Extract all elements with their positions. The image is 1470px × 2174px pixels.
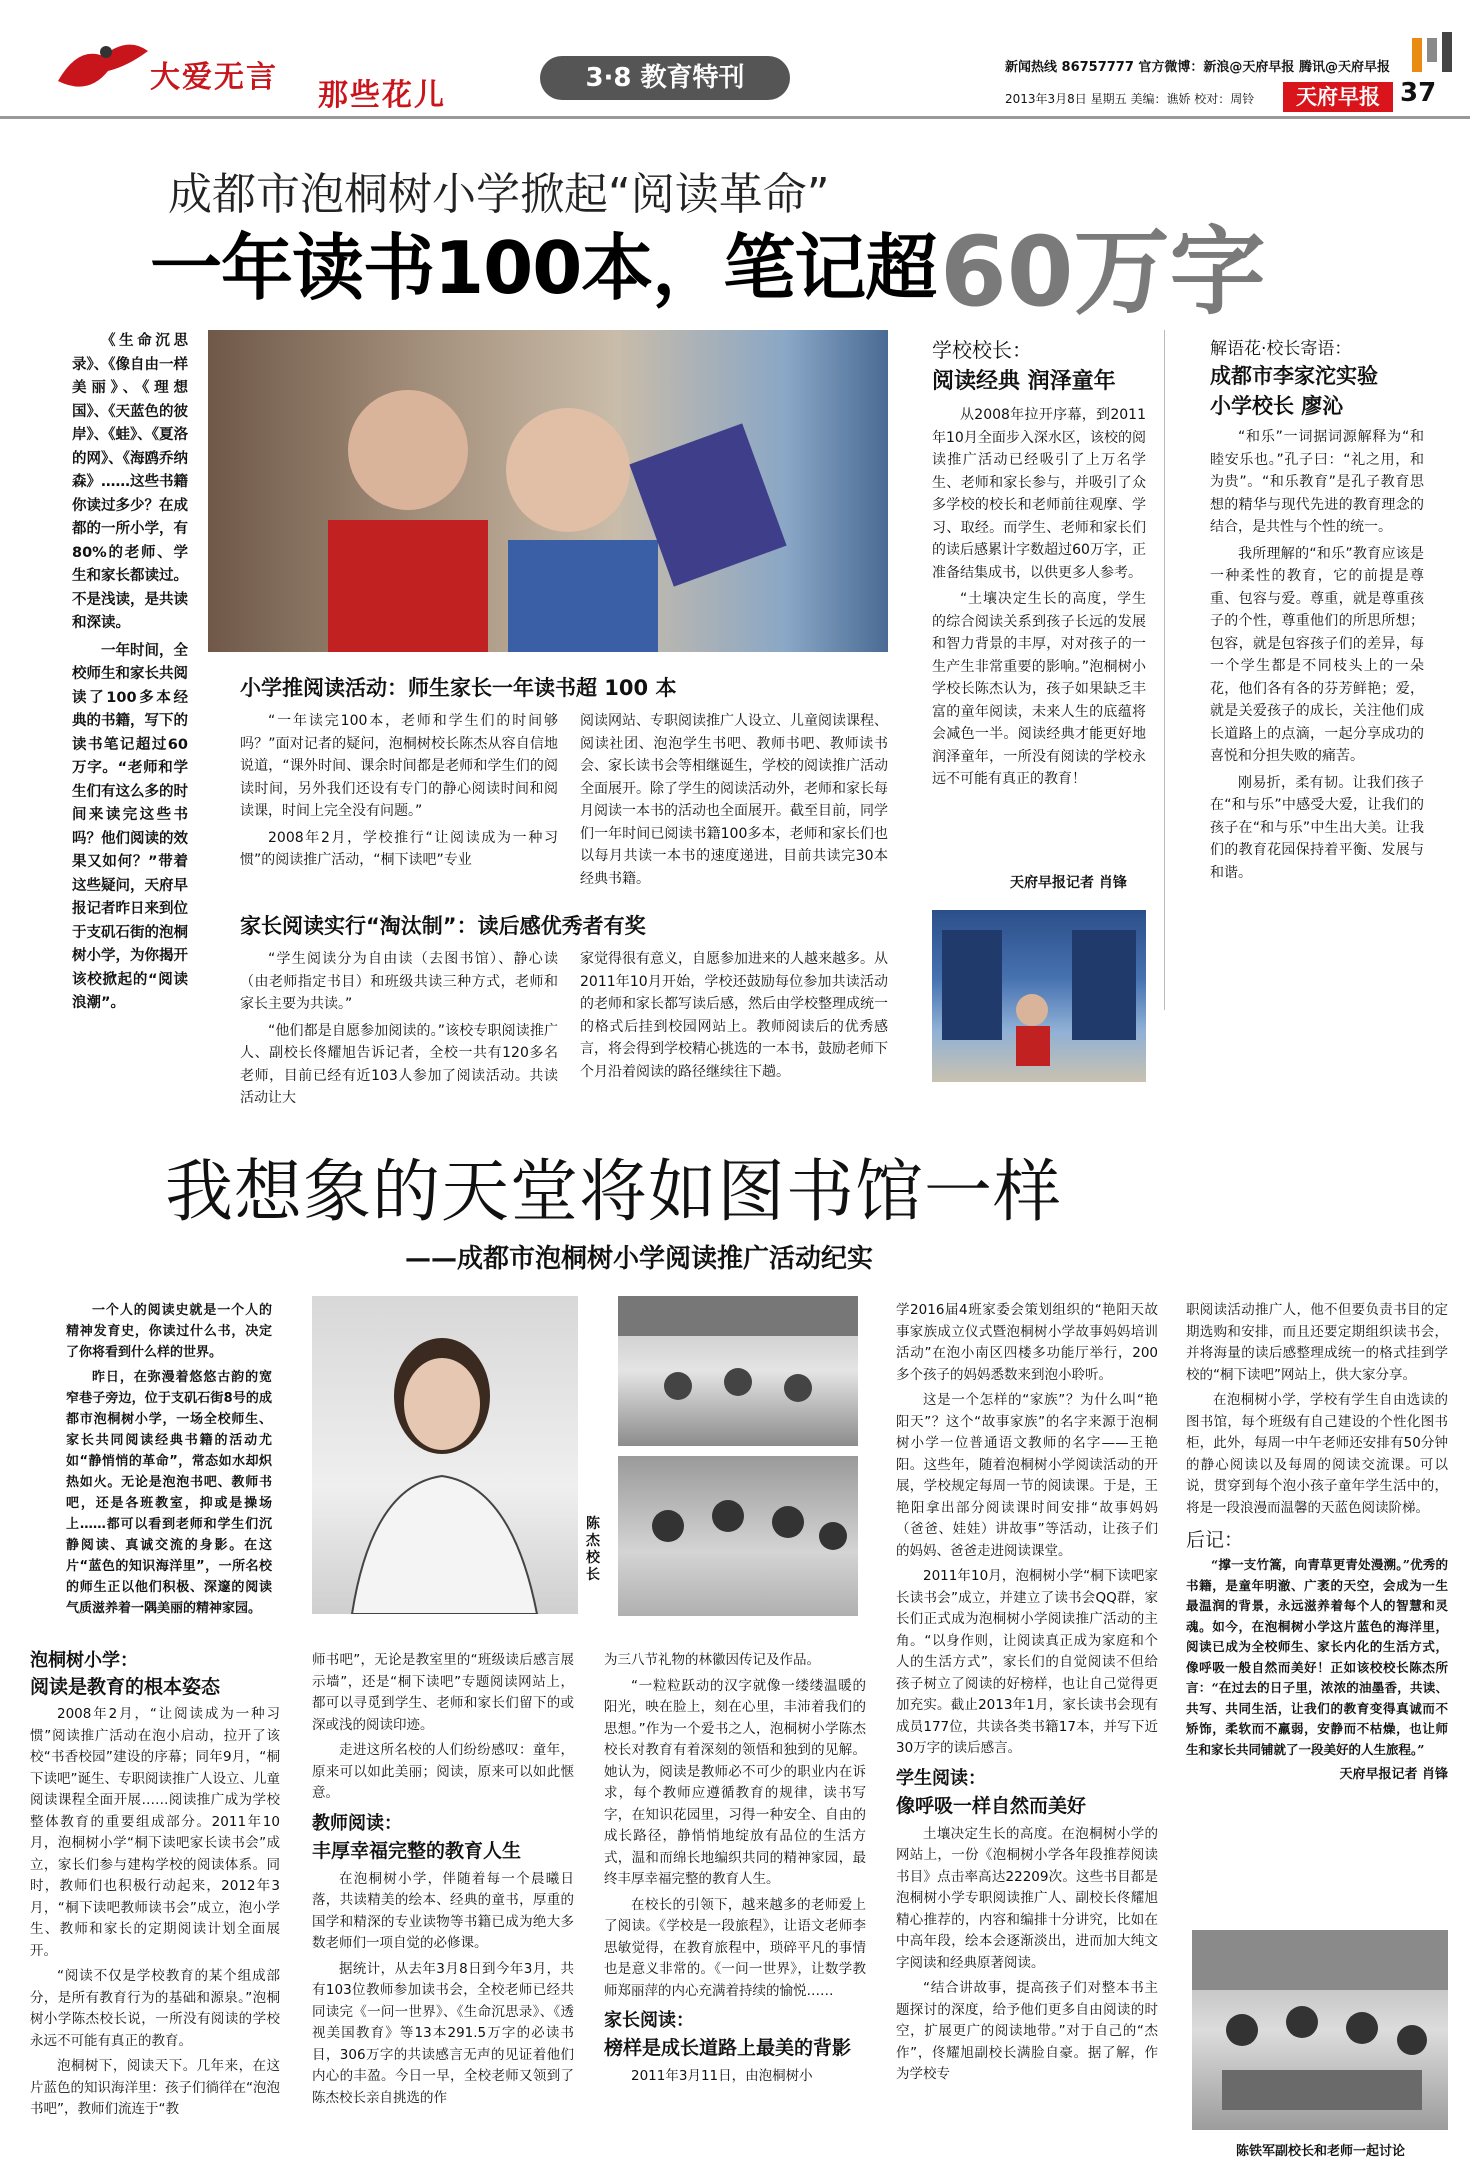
feature-paragraph: 在泡桐树小学，学校有学生自由选读的图书馆，每个班级有自己建设的个性化图书柜，此外，每周一中午老师还安排有50分钟的静心阅读以及每周的阅读交流课。可以说，贯穿到每个泡小孩子童年学生活中的，将是一段浪漫而温馨的天蓝色阅读阶梯。 xyxy=(1186,1392,1448,1516)
kicker: 成都市泡桐树小学掀起“阅读革命” xyxy=(168,169,830,220)
headline-main: 一年读书100本，笔记超 xyxy=(150,226,937,310)
feature-paragraph: 据统计，从去年3月8日到今年3月，共有103位教师参加读书会，全校老师已经共同读完《一问一世界》、《生命沉思录》、《透视美国教育》等13本291.5万字的必读书目，306万字的共读感言无声的见证着他们内心的丰盈。今日一早，全校老师又领到了陈杰校长亲自挑选的作 xyxy=(312,1960,574,2106)
banner-title-2: 那些花儿 xyxy=(318,78,446,113)
section2-paragraph: “学生阅读分为自由读（去图书馆）、静心读（由老师指定书目）和班级共读三种方式，老师和家长主要为共读。” xyxy=(240,951,558,1012)
photo-library-icon xyxy=(932,910,1146,1082)
feature-col5 xyxy=(1186,1300,1448,1786)
library-photo xyxy=(932,910,1146,1082)
block1-heading-1: 泡桐树小学： xyxy=(30,1650,138,1671)
feature-paragraph: “结合讲故事，提高孩子们对整本书主题探讨的深度，给予他们更多自由阅读的时空，扩展更广的阅读地带。”对于自己的“杰作”，佟耀旭副校长满脸自豪。据了解，作为学校专 xyxy=(896,1980,1158,2082)
block2-heading-1: 教师阅读： xyxy=(312,1812,402,1834)
page-number: 37 xyxy=(1400,78,1437,108)
principal-portrait-photo xyxy=(312,1296,578,1614)
feature-title: 我想象的天堂将如图书馆一样 xyxy=(165,1153,1063,1232)
feature-paragraph: 泡桐树下，阅读天下。几年来，在这片蓝色的知识海洋里：孩子们徜徉在“泡泡书吧”，教师们流连于“教 xyxy=(30,2058,280,2117)
feature-lead xyxy=(66,1300,272,1623)
sidebar-paragraph: 我所理解的“和乐”教育应该是一种柔性的教育，它的前提是尊重、包容与爱。尊重，就是尊重孩子的个性，尊重他们的所思所想；包容，就是包容孩子们的差异，每一个学生都是不同枝头上的一朵花，他们各有各的芬芳鲜艳；爱，就是关爱孩子的成长，关注他们成长道路上的点滴，一起分享成功的喜悦和分担失败的痛苦。 xyxy=(1210,545,1424,764)
section1-paragraph: 阅读网站、专职阅读推广人设立、儿童阅读课程、阅读社团、泡泡学生书吧、教师书吧、教师读书会、家长读书会等相继诞生，学校的阅读推广活动全面展开。除了学生的阅读活动外，老师和家长每月阅读一本书的活动也全面展开。截至目前，同学们一年时间已阅读书籍100多本，老师和家长们也以每月共读一本书的速度递进，目前共读完30本经典书籍。 xyxy=(580,713,888,887)
m-logo-icon xyxy=(1410,30,1454,74)
feature-col3 xyxy=(604,1650,866,2092)
block3-heading-2: 榜样是成长道路上最美的背影 xyxy=(604,2037,852,2059)
photo-students-icon xyxy=(618,1296,858,1446)
principal-column xyxy=(932,404,1146,795)
banner-title-1: 大爱无言 xyxy=(150,60,278,95)
sidebar-label: 解语花·校长寄语： xyxy=(1210,339,1352,359)
section2-col2 xyxy=(580,948,888,1087)
feature-subtitle: ——成都市泡桐树小学阅读推广活动纪实 xyxy=(405,1244,874,1274)
intro-paragraph: 一年时间，全校师生和家长共阅读了100多本经典的书籍，写下的读书笔记超过60万字。“老师和学生们有这么多的时间来读完这些书吗？他们阅读的效果又如何？”带着这些疑问，天府早报记者昨日来到位于支矶石街的泡桐树小学，为你揭开该校掀起的“阅读浪潮”。 xyxy=(72,642,188,1011)
discussion-photo xyxy=(1192,1930,1448,2130)
block4-heading-2: 像呼吸一样自然而美好 xyxy=(896,1794,1087,1817)
block4-heading-1: 学生阅读： xyxy=(896,1767,986,1789)
section1-col2 xyxy=(580,710,888,894)
principal-heading-2: 阅读经典 润泽童年 xyxy=(932,369,1116,394)
principal-paragraph: 从2008年拉开序幕，到2011年10月全面步入深水区，该校的阅读推广活动已经吸引了上万名学生、老师和家长参与，并吸引了众多学校的校长和老师前往观摩、学习、取经。而学生、老师和家长们的读后感累计字数超过60万字，正准备结集成书，以供更多人参考。 xyxy=(932,407,1146,581)
section2-paragraph: 家觉得很有意义，自愿参加进来的人越来越多。从2011年10月开始，学校还鼓励每位参加共读活动的老师和家长都写读后感，然后由学校整理成统一的格式后挂到校园网站上。教师阅读后的优秀感言，将会得到学校精心挑选的一本书，鼓励老师下个月沿着阅读的路径继续往下趟。 xyxy=(580,951,888,1080)
feature-paragraph: 师书吧”，无论是教室里的“班级读后感言展示墙”，还是“桐下读吧”专题阅读网站上，都可以寻觅到学生、老师和家长们留下的或深或浅的阅读印迹。 xyxy=(312,1652,574,1733)
principal-byline: 天府早报记者 肖锋 xyxy=(1010,875,1127,891)
sidebar-paragraph: “和乐”一词据词源解释为“和睦安乐也。”孔子曰：“礼之用，和为贵”。“和乐教育”是孔子教育思想的精华与现代先进的教育理念的结合，是共性与个性的统一。 xyxy=(1210,429,1424,535)
feature-paragraph: 2011年3月11日，由泡桐树小 xyxy=(631,2068,813,2084)
photo-children-icon xyxy=(208,330,888,652)
feature-paragraph: 走进这所名校的人们纷纷感叹：童年，原来可以如此美丽；阅读，原来可以如此惬意。 xyxy=(312,1742,574,1801)
feature-paragraph: 这是一个怎样的“家族”？为什么叫“艳阳天”？这个“故事家族”的名字来源于泡桐树小学一位普通语文教师的名字——王艳阳。这些年，随着泡桐树小学阅读活动的开展，学校规定每周一节的阅读课。于是，王艳阳拿出部分阅读课时间安排“故事妈妈（爸爸、娃娃）讲故事”等活动，让孩子们的妈妈、爸爸走进阅读课堂。 xyxy=(896,1392,1158,1559)
feature-paragraph: 在校长的引领下，越来越多的老师爱上了阅读。《学校是一段旅程》，让语文老师李思敏觉得，在教育旅程中，琐碎平凡的事情也是意义非常的。《一问一世界》，让数学教师郑丽萍的内心充满着持续的愉悦…… xyxy=(604,1896,866,1999)
section1-paragraph: 2008年2月，学校推行“让阅读成为一种习惯”的阅读推广活动，“桐下读吧”专业 xyxy=(240,829,558,868)
feature-paragraph: 职阅读活动推广人，他不但要负责书目的定期选购和安排，而且还要定期组织读书会，并将海量的读后感整理成统一的格式挂到学校的“桐下读吧”网站上，供大家分享。 xyxy=(1186,1302,1448,1383)
feature-paragraph: 2011年10月，泡桐树小学“桐下读吧家长读书会”成立，并建立了读书会QQ群，家长们正式成为泡桐树小学阅读推广活动的主角。“以身作则，让阅读真正成为家庭和个人的生活方式”，家长们的自觉阅读不但给孩子树立了阅读的好榜样，也让自己觉得更加充实。截止2013年1月，家长读书会现有成员177位，共读各类书籍17本，并写下近30万字的读后感言。 xyxy=(896,1568,1158,1756)
lead-paragraph: 一个人的阅读史就是一个人的精神发育史，你读过什么书，决定了你将看到什么样的世界。 xyxy=(66,1303,272,1360)
sidebar-column xyxy=(1210,426,1424,888)
portrait-caption xyxy=(586,1516,602,1584)
feature-paragraph: 土壤决定生长的高度。在泡桐树小学的网站上，一份《泡桐树小学各年段推荐阅读书目》点击率高达22209次。这些书目都是泡桐树小学专职阅读推广人、副校长佟耀旭精心推荐的，内容和编排十分讲究，比如在中高年段，绘本会逐渐淡出，进而加大纯文字阅读和经典原著阅读。 xyxy=(896,1825,1158,1971)
sidebar-title-1: 成都市李家沱实验 xyxy=(1210,364,1378,388)
headline-big: 60万字 xyxy=(940,216,1266,328)
header-rule xyxy=(0,116,1470,119)
afterword-byline: 天府早报记者 肖锋 xyxy=(1339,1767,1448,1782)
page-header xyxy=(0,0,1470,112)
sidebar-title-2: 小学校长 廖沁 xyxy=(1210,394,1344,418)
sidebar-paragraph: 刚易折，柔有韧。让我们孩子在“和与乐”中感受大爱，让我们的孩子在“和与乐”中生出大美。让我们的教育花园保持着平衡、发展与和谐。 xyxy=(1210,774,1424,881)
classroom-photo-1 xyxy=(618,1296,858,1446)
portrait-person-icon xyxy=(312,1296,578,1614)
afterword-label: 后记： xyxy=(1186,1529,1244,1551)
feature-paragraph: “一粒粒跃动的汉字就像一缕缕温暖的阳光，映在脸上，刻在心里，丰沛着我们的思想。”作为一个爱书之人，泡桐树小学陈杰校长对教育有着深刻的领悟和独到的见解。她认为，阅读是教师必不可少的职业内在诉求，每个教师应遵循教育的规律，读书写字，在知识花园里，习得一种安全、自由的成长路径，静悄悄地绽放有品位的生活方式，温和而绵长地编织共同的精神家园，最终丰厚幸福完整的教育人生。 xyxy=(604,1677,866,1887)
afterword-text: “撑一支竹篙，向青草更青处漫溯。”优秀的书籍，是童年明澈、广袤的天空，会成为一生最温润的背景，永远滋养着每个人的智慧和灵魂。如今，在泡桐树小学这片蓝色的海洋里，阅读已成为全校师生、家长内化的生活方式，像呼吸一般自然而美好！正如该校校长陈杰所言：“在过去的日子里，浓浓的油墨香，共读、共写、共同生活，让我们的教育变得真诚而不矫饰，柔软而不羸弱，安静而不枯燥，也让师生和家长共同铺就了一段美好的人生旅程。” xyxy=(1186,1557,1448,1757)
lead-paragraph: 昨日，在弥漫着悠悠古韵的宽窄巷子旁边，位于支矶石街8号的成都市泡桐树小学，一场全校师生、家长共同阅读经典书籍的活动尤如“静悄悄的革命”，常态如水却炽热如火。无论是泡泡书吧、教师书吧，还是各班教室，抑或是操场上……都可以看到老师和学生们沉静阅读、真诚交流的身影。在这片“蓝色的知识海洋里”，一所名校的师生正以他们积极、深邃的阅读气质滋养着一隅美丽的精神家园。 xyxy=(66,1370,272,1616)
section2-col1 xyxy=(240,948,558,1114)
feature-paragraph: “阅读不仅是学校教育的某个组成部分，是所有教育行为的基础和源泉。”泡桐树小学陈杰校长说，一所没有阅读的学校永远不可能有真正的教育。 xyxy=(30,1968,280,2049)
intro-paragraph: 《生命沉思录》、《像自由一样美丽》、《理想国》、《天蓝色的彼岸》、《蛙》、《夏洛的网》、《海鸥乔纳森》……这些书籍你读过多少？在成都的一所小学，有80%的老师、学生和家长都读过。不是浅读，是共读和深读。 xyxy=(72,333,188,631)
intro-column xyxy=(72,330,188,1020)
reading-children-photo xyxy=(208,330,888,652)
portrait-caption-text: 陈杰校长 xyxy=(586,1516,600,1583)
photo-teachers-icon xyxy=(618,1456,858,1616)
section1-col1 xyxy=(240,710,558,876)
feature-paragraph: 在泡桐树小学，伴随着每一个晨曦日落，共读精美的绘本、经典的童书，厚重的国学和精深的专业读物等书籍已成为绝大多数老师们一项自觉的必修课。 xyxy=(312,1870,574,1951)
section2-paragraph: “他们都是自愿参加阅读的。”该校专职阅读推广人、副校长佟耀旭告诉记者，全校一共有120多名老师，目前已经有近103人参加了阅读活动。共读活动让大 xyxy=(240,1022,558,1106)
feature-col2 xyxy=(312,1650,574,2113)
hotline: 新闻热线 86757777 官方微博：新浪@天府早报 腾讯@天府早报 xyxy=(1005,60,1390,75)
column-divider xyxy=(1164,330,1165,1010)
block2-heading-2: 丰厚幸福完整的教育人生 xyxy=(312,1839,522,1862)
feature-col1 xyxy=(30,1704,280,2125)
principal-heading-1: 学校校长： xyxy=(932,338,1032,362)
section1-heading: 小学推阅读活动：师生家长一年读书超 100 本 xyxy=(240,676,677,700)
block1-heading-2: 阅读是教育的根本姿态 xyxy=(30,1676,221,1698)
section-label-text: 3·8 教育特刊 xyxy=(585,63,745,93)
feature-paragraph: 为三八节礼物的林徽因传记及作品。 xyxy=(604,1652,820,1668)
block3-heading-1: 家长阅读： xyxy=(604,2010,694,2031)
principal-paragraph: “土壤决定生长的高度，学生的综合阅读关系到孩子长远的发展和智力背景的丰厚，对对孩子的一生产生非常重要的影响。”泡桐树小学校长陈杰认为，孩子如果缺乏丰富的童年阅读，未来人生的底蕴将会减色一半。阅读经典才能更好地润泽童年，一所没有阅读的学校永远不可能有真正的教育！ xyxy=(932,591,1146,787)
section2-heading: 家长阅读实行“淘汰制”：读后感优秀者有奖 xyxy=(240,914,646,938)
paper-name: 天府早报 xyxy=(1283,82,1393,112)
dancer-illustration xyxy=(48,26,158,106)
feature-col4 xyxy=(896,1300,1158,2090)
photo-discussion-icon xyxy=(1192,1930,1448,2130)
section1-paragraph: “一年读完100本，老师和学生们的时间够吗？”面对记者的疑问，泡桐树校长陈杰从容自信地说道，“课外时间、课余时间都是老师和学生们的阅读时间，另外我们还设有专门的静心阅读时间和阅读课，时间上完全没有问题。” xyxy=(240,713,558,819)
classroom-photo-2 xyxy=(618,1456,858,1616)
section-label xyxy=(540,56,790,100)
feature-paragraph: 2008年2月，“让阅读成为一种习惯”阅读推广活动在泡小启动，拉开了该校“书香校园”建设的序幕；同年9月，“桐下读吧”诞生、专职阅读推广人设立、儿童阅读课程全面开展……阅读推广成为学校整体教育的重要组成部分。2011年10月，泡桐树小学“桐下读吧家长读书会”成立，家长们参与建构学校的阅读体系。同时，教师们也积极行动起来，2012年3月，“桐下读吧教师读书会”成立，泡小学生、教师和家长的定期阅读计划全面展开。 xyxy=(30,1706,280,1959)
feature-paragraph: 学2016届4班家委会策划组织的“艳阳天故事家族成立仪式暨泡桐树小学故事妈妈培训活动”在泡小南区四楼多功能厅举行，200多个孩子的妈妈悉数来到泡小聆听。 xyxy=(896,1302,1158,1383)
date-line: 2013年3月8日 星期五 美编：谯娇 校对：周铃 xyxy=(1005,92,1255,106)
bottom-caption: 陈铁军副校长和老师一起讨论 xyxy=(1236,2144,1406,2159)
